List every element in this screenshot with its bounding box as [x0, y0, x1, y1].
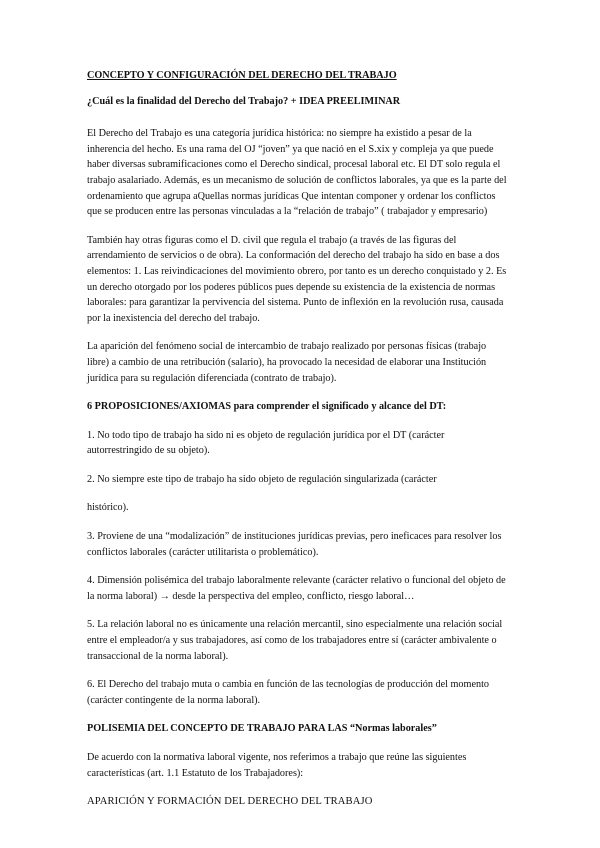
paragraph-phenomenon: La aparición del fenómeno social de intercambio de trabajo realizado por personas físicas (trabajo libre) a cambio de una retribución (salario), ha provocado la necesidad de elaborar una Institución jurídica para su regulación diferenciada (contrato de trabajo). — [87, 341, 487, 384]
paragraph-intro: El Derecho del Trabajo es una categoría jurídica histórica: no siempre ha existido a pesar de la inherencia del hecho. Es una rama del OJ “joven” ya que nació en el S.xix y compleja ya que puede haber diversas subramificaciones como el Derecho sindical, procesal laboral etc. El DT solo regula el trabajo asalariado. Además, es un mecanismo de solución de conflictos laborales, ya que es la parte del ordenamiento que agrupa aQuellas normas jurídicas Que intentan componer y ordenar los conflictos que se producen entre las personas vinculadas a la “relación de trabajo” ( trabajador y empresario) — [87, 128, 507, 218]
axiom-item: 5. La relación laboral no es únicamente una relación mercantil, sino especialmente una relación social entre el empleador/a y sus trabajadores, así como de los trabajadores entre sí (carácter ambivalente o transaccional de la norma laboral). — [87, 619, 503, 662]
axiom-item: 6. El Derecho del trabajo muta o cambia en función de las tecnologías de producción del momento (carácter contingente de la norma laboral). — [87, 679, 489, 706]
question-heading: ¿Cuál es la finalidad del Derecho del Trabajo? + IDEA PREELIMINAR — [87, 95, 401, 107]
axiom-item: 1. No todo tipo de trabajo ha sido ni es objeto de regulación jurídica por el DT (carácter autorrestringido de su objeto). — [87, 429, 445, 457]
axiom-item: 4. Dimensión polisémica del trabajo laboralmente relevante (carácter relativo o funcional del objeto de la norma laboral) → desde la perspectiva del empleo, conflicto, riesgo laboral… — [87, 575, 506, 602]
polysemy-heading: POLISEMIA DEL CONCEPTO DE TRABAJO PARA LAS “Normas laborales” — [87, 723, 437, 735]
document-title: CONCEPTO Y CONFIGURACIÓN DEL DERECHO DEL TRABAJO — [87, 70, 397, 81]
section-heading-origin: APARICIÓN Y FORMACIÓN DEL DERECHO DEL TRABAJO — [87, 796, 373, 808]
paragraph-figures: También hay otras figuras como el D. civil que regula el trabajo (a través de las figuras del arrendamiento de servicios o de obra). La conformación del derecho del trabajo ha sido en base a dos elementos: 1. Las reivindicaciones del movimiento obrero, por tanto es un derecho conquistado y 2. Es un derecho otorgado por los poderes públicos pues depende su existencia de la existencia de normas laborales: para garantizar la pervivencia del sistema. Punto de inflexión en la revolución rusa, causada por la inexistencia del derecho del trabajo. — [87, 234, 507, 324]
axioms-heading: 6 PROPOSICIONES/AXIOMAS para comprender el significado y alcance del DT: — [87, 401, 447, 413]
axiom-item: 3. Proviene de una “modalización” de instituciones jurídicas previas, pero ineficaces para resolver los conflictos laborales (carácter utilitarista o problemático). — [87, 531, 502, 558]
paragraph-regulation: De acuerdo con la normativa laboral vigente, nos referimos a trabajo que reúne las siguientes características (art. 1.1 Estatuto de los Trabajadores): — [87, 752, 467, 779]
axiom-item-continuation: histórico). — [87, 502, 129, 514]
document-body — [87, 68, 507, 810]
axiom-item: 2. No siempre este tipo de trabajo ha sido objeto de regulación singularizada (carácter — [87, 473, 437, 485]
